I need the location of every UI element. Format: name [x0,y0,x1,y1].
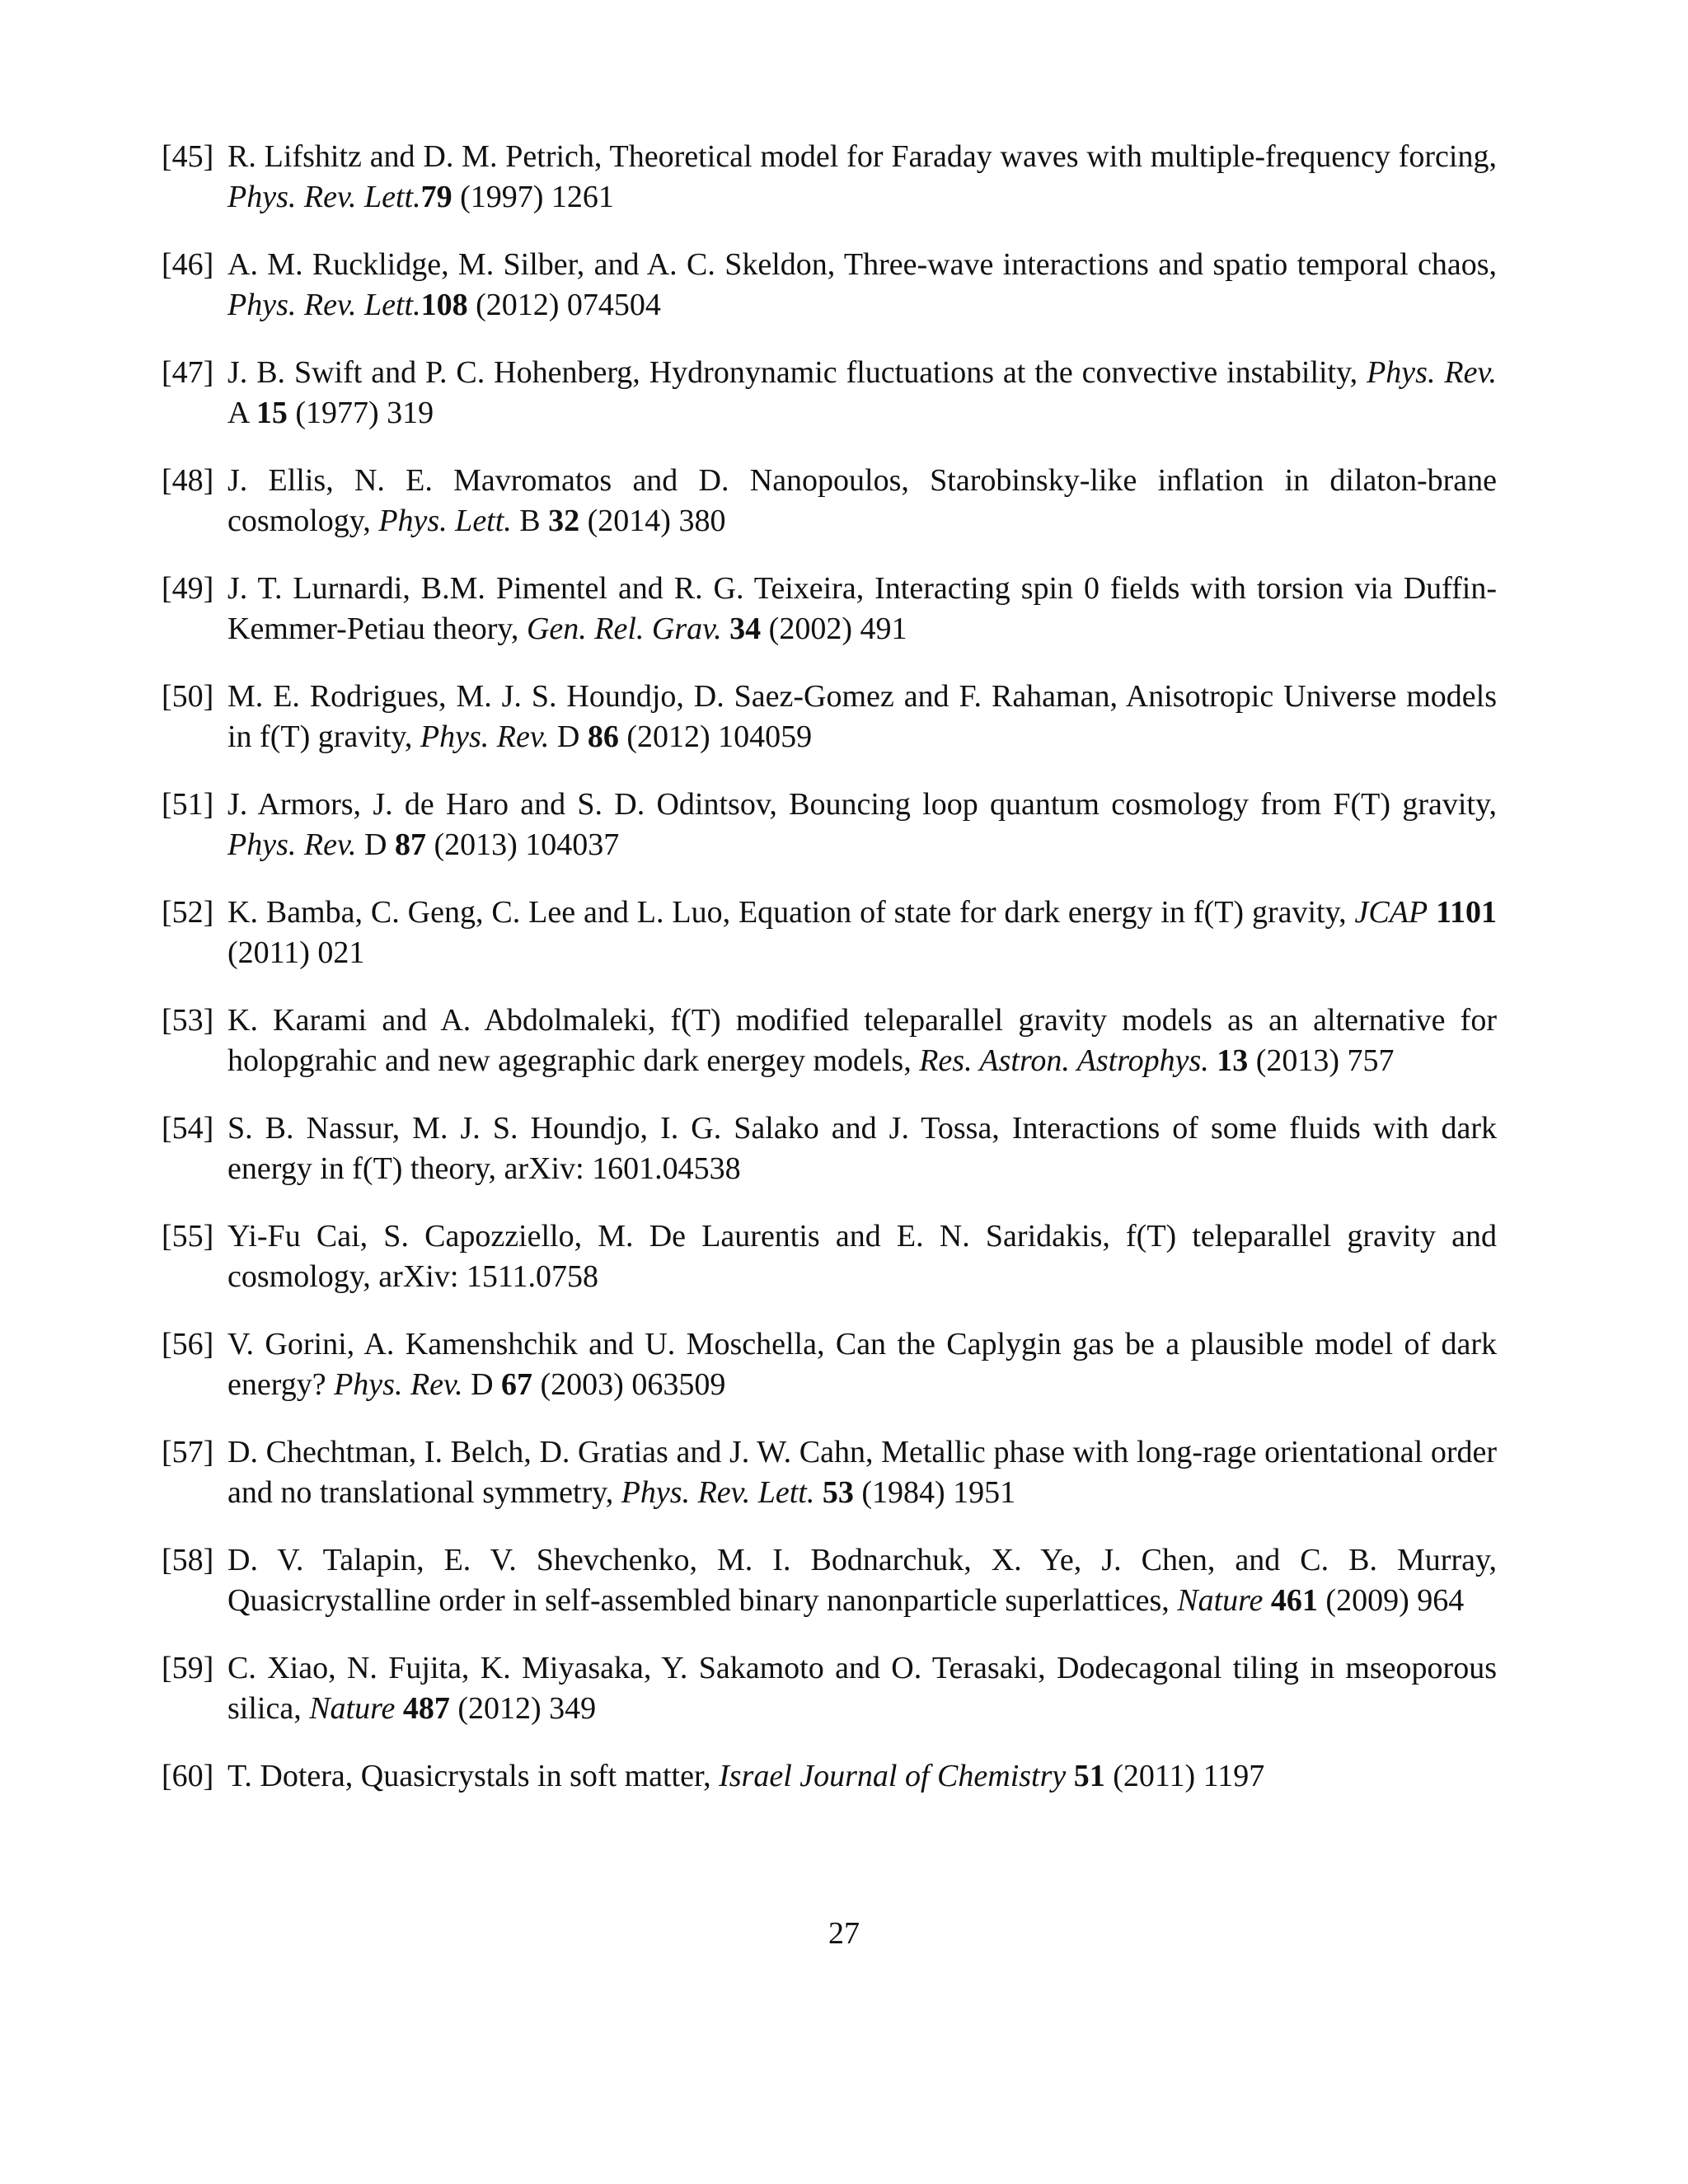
reference-item [162,785,1497,865]
reference-item [162,353,1497,434]
reference-authors: J. B. Swift and P. C. Hohenberg, [227,355,649,390]
reference-item [162,893,1497,973]
reference-title: Interactions of some fluids with dark energy in f(T) theory, arXiv: 1601.04538 [227,1111,1498,1186]
reference-volume: 15 [256,396,288,430]
reference-number: [57] [162,1435,214,1469]
reference-year-pages: (2009) 964 [1317,1583,1465,1618]
reference-text [227,679,1497,754]
reference-volume: 34 [729,612,762,646]
reference-number: [53] [162,1003,214,1038]
reference-number: [55] [162,1219,214,1254]
reference-title: Equation of state for dark energy in f(T) gravity, [738,895,1355,930]
reference-number: [52] [162,895,214,930]
reference-volume: 51 [1073,1759,1105,1793]
reference-item [162,1432,1497,1513]
reference-authors: C. Xiao, N. Fujita, K. Miyasaka, Y. Sakamoto and O. Terasaki, [227,1651,1057,1685]
reference-number: [45] [162,139,214,174]
reference-journal: Phys. Rev. [334,1367,463,1402]
reference-series [1428,895,1436,930]
reference-item [162,1648,1497,1729]
reference-series: D [356,827,395,862]
reference-year-pages: (2011) 1197 [1104,1759,1265,1793]
reference-number: [56] [162,1327,214,1361]
reference-item [162,245,1497,326]
reference-journal: Phys. Rev. Lett. [227,288,421,322]
reference-series [814,1475,823,1510]
reference-number: [48] [162,463,214,498]
reference-volume: 53 [822,1475,854,1510]
reference-year-pages: (2012) 074504 [467,288,661,322]
reference-journal: Gen. Rel. Grav. [526,612,722,646]
reference-title: f(T) modified teleparallel gravity models as an alternative for holopgrahic and new agegraphic dark energey models, [227,1003,1497,1078]
reference-text [227,1435,1497,1510]
reference-authors: K. Bamba, C. Geng, C. Lee and L. Luo, [227,895,738,930]
reference-volume: 487 [402,1691,450,1726]
reference-series [1209,1043,1217,1078]
reference-volume: 67 [501,1367,533,1402]
reference-title: Quasicrystals in soft matter, [360,1759,720,1793]
reference-text [227,895,1497,970]
reference-volume: 108 [420,288,468,322]
reference-text [227,1003,1497,1078]
reference-authors: V. Gorini, A. Kamenshchik and U. Moschella, [227,1327,836,1361]
reference-number: [60] [162,1759,214,1793]
reference-year-pages: (2014) 380 [579,504,726,538]
reference-item [162,1756,1497,1797]
reference-authors: D. V. Talapin, E. V. Shevchenko, M. I. Bodnarchuk, X. Ye, J. Chen, and C. B. Murray, [227,1543,1497,1577]
reference-year-pages: (2012) 349 [449,1691,597,1726]
reference-authors: J. Ellis, N. E. Mavromatos and D. Nanopoulos, [227,463,931,498]
reference-title: Three-wave interactions and spatio temporal chaos, [843,247,1497,282]
reference-authors: M. E. Rodrigues, M. J. S. Houndjo, D. Saez-Gomez and F. Rahaman, [227,679,1126,714]
reference-authors: R. Lifshitz and D. M. Petrich, [227,139,610,174]
reference-journal: Phys. Rev. Lett. [621,1475,815,1510]
reference-series: D [549,719,588,754]
reference-journal: Phys. Rev. [420,719,550,754]
reference-number: [59] [162,1651,214,1685]
reference-volume: 86 [587,719,619,754]
reference-title: Theoretical model for Faraday waves with multiple-frequency forcing, [609,139,1497,174]
reference-title: Can the Caplygin gas be a plausible model of dark energy? [227,1327,1497,1402]
reference-text [227,1543,1497,1618]
reference-text [227,571,1497,646]
reference-series: B [511,504,549,538]
reference-volume: 79 [420,180,452,214]
reference-journal: Phys. Rev. [227,827,357,862]
reference-authors: K. Karami and A. Abdolmaleki, [227,1003,671,1038]
reference-authors: J. T. Lurnardi, B.M. Pimentel and R. G. Teixeira, [227,571,875,606]
reference-year-pages: (2003) 063509 [532,1367,726,1402]
reference-authors: Yi-Fu Cai, S. Capozziello, M. De Laurentis and E. N. Saridakis, [227,1219,1127,1254]
reference-journal: Israel Journal of Chemistry [719,1759,1067,1793]
reference-volume: 87 [394,827,426,862]
reference-series [395,1691,403,1726]
reference-authors: A. M. Rucklidge, M. Silber, and A. C. Skeldon, [227,247,844,282]
reference-text [227,1651,1497,1726]
reference-journal: Phys. Rev. Lett. [227,180,421,214]
reference-journal: Phys. Lett. [378,504,512,538]
reference-number: [49] [162,571,214,606]
reference-authors: J. Armors, J. de Haro and S. D. Odintsov, [227,787,790,822]
reference-title: f(T) teleparallel gravity and cosmology, arXiv: 1511.0758 [227,1219,1498,1294]
reference-number: [51] [162,787,214,822]
reference-title: Quasicrystalline order in self-assembled binary nanonparticle superlattices, [227,1583,1178,1618]
reference-list [162,137,1497,1824]
reference-journal: Nature [309,1691,396,1726]
page-number: 27 [828,1916,860,1951]
reference-item [162,569,1497,649]
reference-number: [58] [162,1543,214,1577]
reference-year-pages: (2002) 491 [761,612,907,646]
reference-title: Bouncing loop quantum cosmology from F(T) gravity, [789,787,1497,822]
reference-number: [54] [162,1111,214,1146]
reference-series: A [227,396,256,430]
reference-series [1066,1759,1074,1793]
reference-year-pages: (1977) 319 [287,396,434,430]
reference-text [227,787,1497,862]
reference-item [162,461,1497,541]
reference-journal: JCAP [1354,895,1428,930]
reference-volume: 461 [1270,1583,1318,1618]
reference-journal: Phys. Rev. [1367,355,1497,390]
reference-title: Starobinsky-like inflation in dilaton-brane cosmology, [227,463,1497,538]
reference-item [162,1108,1497,1189]
reference-text [227,139,1497,214]
reference-text [227,355,1497,430]
reference-authors: T. Dotera, [227,1759,361,1793]
reference-year-pages: (2013) 757 [1248,1043,1395,1078]
reference-title: Hydronynamic fluctuations at the convective instability, [649,355,1367,390]
reference-journal: Nature [1177,1583,1264,1618]
reference-text [227,463,1497,538]
reference-year-pages: (2012) 104059 [618,719,813,754]
reference-item [162,1001,1497,1081]
reference-item [162,1324,1497,1405]
reference-title: Dodecagonal tiling in mseoporous silica, [227,1651,1497,1726]
reference-authors: S. B. Nassur, M. J. S. Houndjo, I. G. Salako and J. Tossa, [227,1111,1012,1146]
reference-series [1263,1583,1271,1618]
reference-number: [47] [162,355,214,390]
reference-text [227,1327,1497,1402]
reference-text [227,1759,1264,1793]
reference-year-pages: (2013) 104037 [425,827,620,862]
reference-year-pages: (2011) 021 [227,935,365,970]
reference-title: Interacting spin 0 fields with torsion via Duffin-Kemmer-Petiau theory, [227,571,1497,646]
reference-year-pages: (1984) 1951 [853,1475,1016,1510]
reference-number: [50] [162,679,214,714]
reference-volume: 32 [548,504,580,538]
reference-number: [46] [162,247,214,282]
reference-item [162,1540,1497,1621]
reference-text [227,247,1497,322]
reference-volume: 13 [1217,1043,1249,1078]
reference-text [227,1111,1497,1186]
reference-volume: 1101 [1436,895,1497,930]
reference-series: D [462,1367,502,1402]
reference-title: Metallic phase with long-rage orientational order and no translational symmetry, [227,1435,1497,1510]
reference-year-pages: (1997) 1261 [452,180,614,214]
reference-item [162,1216,1497,1297]
reference-journal: Res. Astron. Astrophys. [919,1043,1209,1078]
reference-item [162,137,1497,218]
reference-authors: D. Chechtman, I. Belch, D. Gratias and J. W. Cahn, [227,1435,882,1469]
reference-item [162,677,1497,757]
reference-text [227,1219,1497,1294]
reference-series [722,612,730,646]
reference-title: Anisotropic Universe models in f(T) gravity, [227,679,1497,754]
